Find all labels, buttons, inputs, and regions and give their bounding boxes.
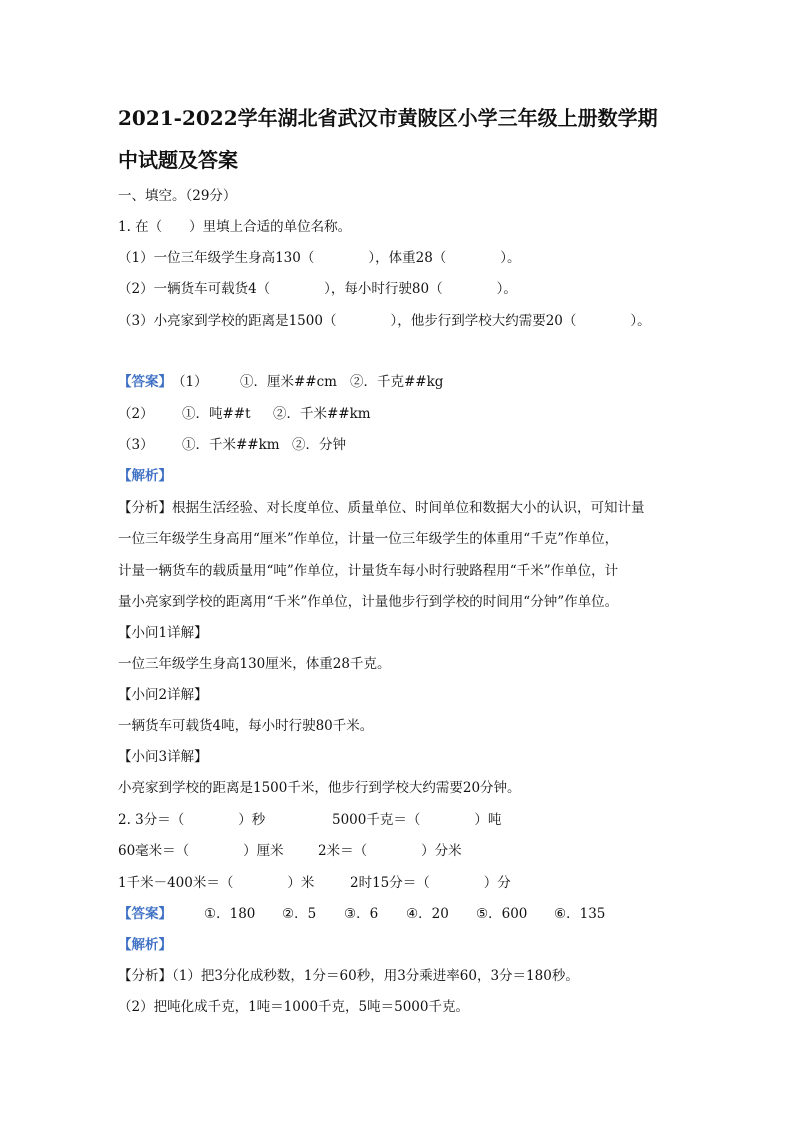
detail-heading: 【小问1详解】 <box>118 625 208 641</box>
question-1-answer-row-1 <box>118 373 678 391</box>
answer-value: ①．千米##km <box>182 437 280 453</box>
answer-value: ②．千米##km <box>273 406 371 422</box>
question-1-answer-row-2 <box>118 405 678 423</box>
question-1-part-3: （3）小亮家到学校的距离是1500（ ），他步行到学校大约需要20（ ）。 <box>118 313 651 329</box>
question-1-answer-row-3 <box>118 436 678 454</box>
answer-value: ①．180 <box>204 906 256 922</box>
question-2-item: 2时15分＝（ ）分 <box>350 875 511 891</box>
question-2-item: 2米＝（ ）分米 <box>318 843 462 859</box>
document-title-line-2: 中试题及答案 <box>118 148 238 172</box>
analysis-tag: 【解析】 <box>118 468 172 484</box>
detail-text: 小亮家到学校的距离是1500千米，他步行到学校大约需要20分钟。 <box>118 780 521 796</box>
question-2-answer-row <box>118 905 678 923</box>
question-1-part-1: （1）一位三年级学生身高130（ ），体重28（ ）。 <box>118 250 521 266</box>
answer-value: ①．厘米##cm <box>240 374 337 390</box>
answer-value: ⑥．135 <box>554 906 606 922</box>
analysis-line: 【分析】（1）把3分化成秒数，1分＝60秒，用3分乘进率60，3分＝180秒。 <box>118 968 579 984</box>
detail-text: 一位三年级学生身高130厘米，体重28千克。 <box>118 656 391 672</box>
question-2-row-2 <box>118 842 678 860</box>
answer-label: （3） <box>118 437 154 453</box>
analysis-line: 一位三年级学生身高用“厘米”作单位，计量一位三年级学生的体重用“千克”作单位， <box>118 531 619 547</box>
detail-heading: 【小问3详解】 <box>118 749 208 765</box>
question-2-row-1 <box>118 811 678 829</box>
answer-value: ④．20 <box>406 906 449 922</box>
answer-value: ②．千克##kg <box>350 374 444 390</box>
analysis-line: 【分析】根据生活经验、对长度单位、质量单位、时间单位和数据大小的认识，可知计量 <box>118 500 645 516</box>
question-2-item: 5000千克＝（ ）吨 <box>332 812 502 828</box>
document-title-line-1: 2021-2022学年湖北省武汉市黄陂区小学三年级上册数学期 <box>118 106 658 130</box>
answer-value: ③．6 <box>344 906 379 922</box>
answer-label: （2） <box>118 406 154 422</box>
answer-label: （1） <box>172 374 208 390</box>
answer-value: ②．5 <box>282 906 317 922</box>
question-1-stem: 1. 在（ ）里填上合适的单位名称。 <box>118 219 352 235</box>
detail-text: 一辆货车可载货4吨，每小时行驶80千米。 <box>118 718 374 734</box>
question-2-item: 2. 3分＝（ ）秒 <box>118 812 266 828</box>
answer-value: ⑤．600 <box>476 906 528 922</box>
answer-tag: 【答案】 <box>118 374 172 390</box>
question-2-item: 60毫米＝（ ）厘米 <box>118 843 284 859</box>
answer-value: ②．分钟 <box>292 437 346 453</box>
analysis-tag: 【解析】 <box>118 937 172 953</box>
analysis-line: （2）把吨化成千克，1吨＝1000千克，5吨＝5000千克。 <box>118 999 469 1015</box>
analysis-line: 量小亮家到学校的距离用“千米”作单位，计量他步行到学校的时间用“分钟”作单位。 <box>118 594 619 610</box>
question-1-part-2: （2）一辆货车可载货4（ ），每小时行驶80（ ）。 <box>118 281 517 297</box>
question-2-row-3 <box>118 874 678 892</box>
answer-value: ①．吨##t <box>182 406 251 422</box>
answer-tag: 【答案】 <box>118 906 172 922</box>
question-2-item: 1千米－400米＝（ ）米 <box>118 875 315 891</box>
analysis-line: 计量一辆货车的载质量用“吨”作单位，计量货车每小时行驶路程用“千米”作单位，计 <box>118 563 619 579</box>
section-heading: 一、填空。（29分） <box>118 188 237 204</box>
detail-heading: 【小问2详解】 <box>118 687 208 703</box>
